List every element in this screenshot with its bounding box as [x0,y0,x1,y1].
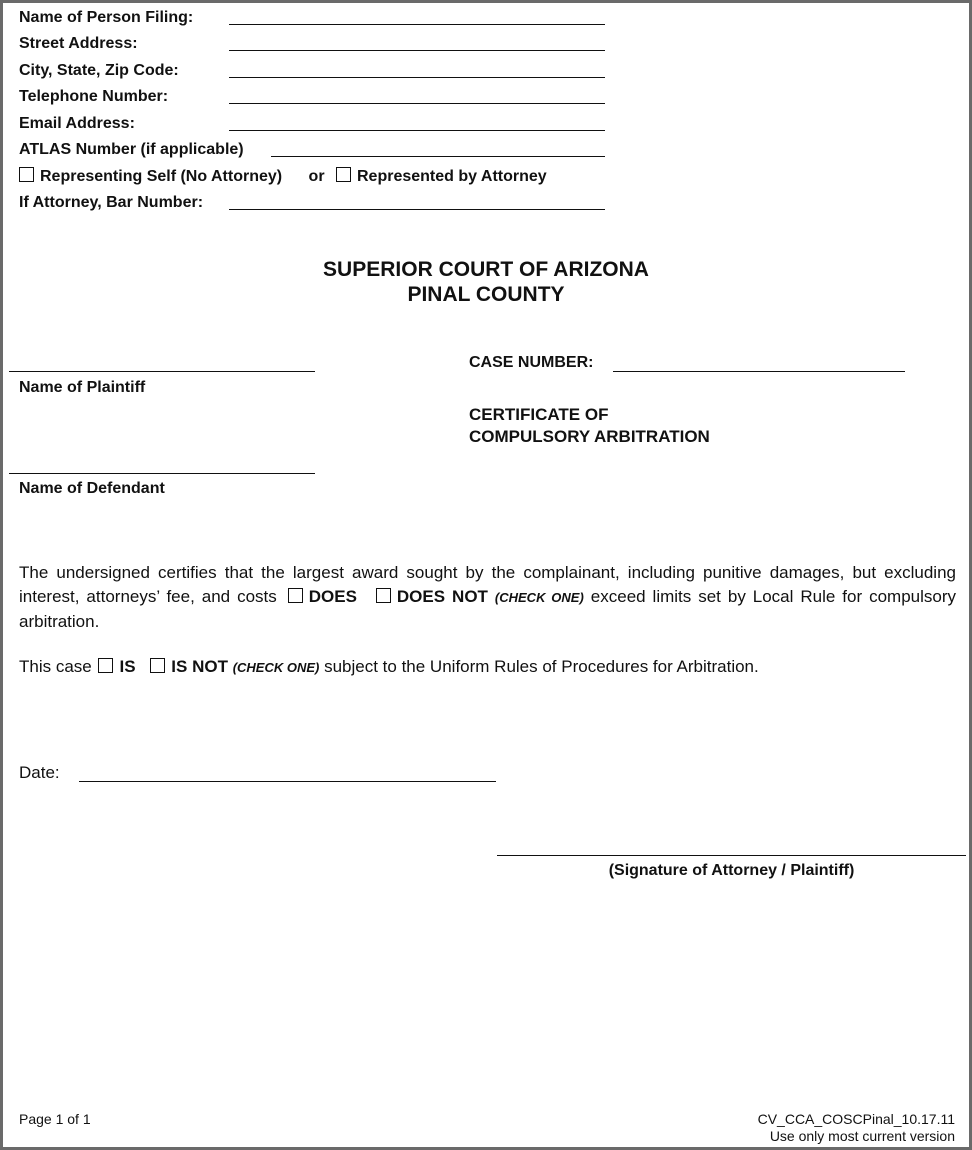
street-address-line[interactable] [229,50,605,51]
check-one-note: (CHECK ONE) [494,590,584,605]
plaintiff-label: Name of Plaintiff [19,379,146,396]
form-code: CV_CCA_COSCPinal_10.17.11 [757,1111,955,1127]
or-label: or [308,168,325,185]
county-name: PINAL COUNTY [407,283,565,306]
defendant-name-line[interactable] [9,473,315,474]
represented-by-attorney-label: Represented by Attorney [357,168,547,185]
bar-number-line[interactable] [229,209,605,210]
represented-by-attorney-checkbox[interactable] [336,167,351,182]
email-address-label: Email Address: [19,115,135,132]
name-of-person-filing-label: Name of Person Filing: [19,9,194,26]
court-name: SUPERIOR COURT OF ARIZONA [323,258,649,281]
does-not-checkbox[interactable] [376,588,391,603]
atlas-number-line[interactable] [271,156,605,157]
page-number: Page 1 of 1 [19,1111,91,1127]
defendant-label: Name of Defendant [19,480,165,497]
is-label: IS [119,657,136,676]
certification-text-start: The undersigned certifies that the largest award sought by the complainant, including punitive damages, but excluding interest, attorneys’ fee, and costs [19,563,956,606]
court-heading [3,257,969,307]
representing-self-checkbox[interactable] [19,167,34,182]
bar-number-label: If Attorney, Bar Number: [19,194,204,211]
city-state-zip-label: City, State, Zip Code: [19,62,179,79]
check-one-note-2: (CHECK ONE) [232,660,320,675]
signature-label: (Signature of Attorney / Plaintiff) [608,862,855,879]
city-state-zip-line[interactable] [229,77,605,78]
document-title [469,404,710,448]
name-of-person-filing-line[interactable] [229,24,605,25]
case-number-label: CASE NUMBER: [469,354,594,371]
is-not-label: IS NOT [171,657,228,676]
document-title-line2: COMPULSORY ARBITRATION [469,427,710,446]
arbitration-rules-paragraph [19,655,956,680]
certification-text-end: exceed limits set by Local Rule for compulsory arbitration. [19,587,957,631]
atlas-number-label: ATLAS Number (if applicable) [19,141,244,158]
does-not-label: DOES NOT [396,587,488,606]
version-note: Use only most current version [769,1128,955,1144]
does-label: DOES [308,587,357,606]
subject-to-rules-text: subject to the Uniform Rules of Procedures for Arbitration. [324,657,759,676]
signature-line[interactable] [497,855,966,856]
certification-paragraph [19,561,956,634]
does-checkbox[interactable] [288,588,303,603]
email-address-line[interactable] [229,130,605,131]
representing-self-label: Representing Self (No Attorney) [40,168,283,185]
this-case-text: This case [19,657,92,676]
document-title-line1: CERTIFICATE OF [469,405,609,424]
representation-row [19,167,547,187]
is-not-checkbox[interactable] [150,658,165,673]
case-number-line[interactable] [613,371,905,372]
date-line[interactable] [79,781,496,782]
is-checkbox[interactable] [98,658,113,673]
plaintiff-name-line[interactable] [9,371,315,372]
date-label: Date: [19,763,60,782]
footer-form-info [758,1111,955,1145]
street-address-label: Street Address: [19,35,138,52]
telephone-number-label: Telephone Number: [19,88,169,105]
telephone-number-line[interactable] [229,103,605,104]
